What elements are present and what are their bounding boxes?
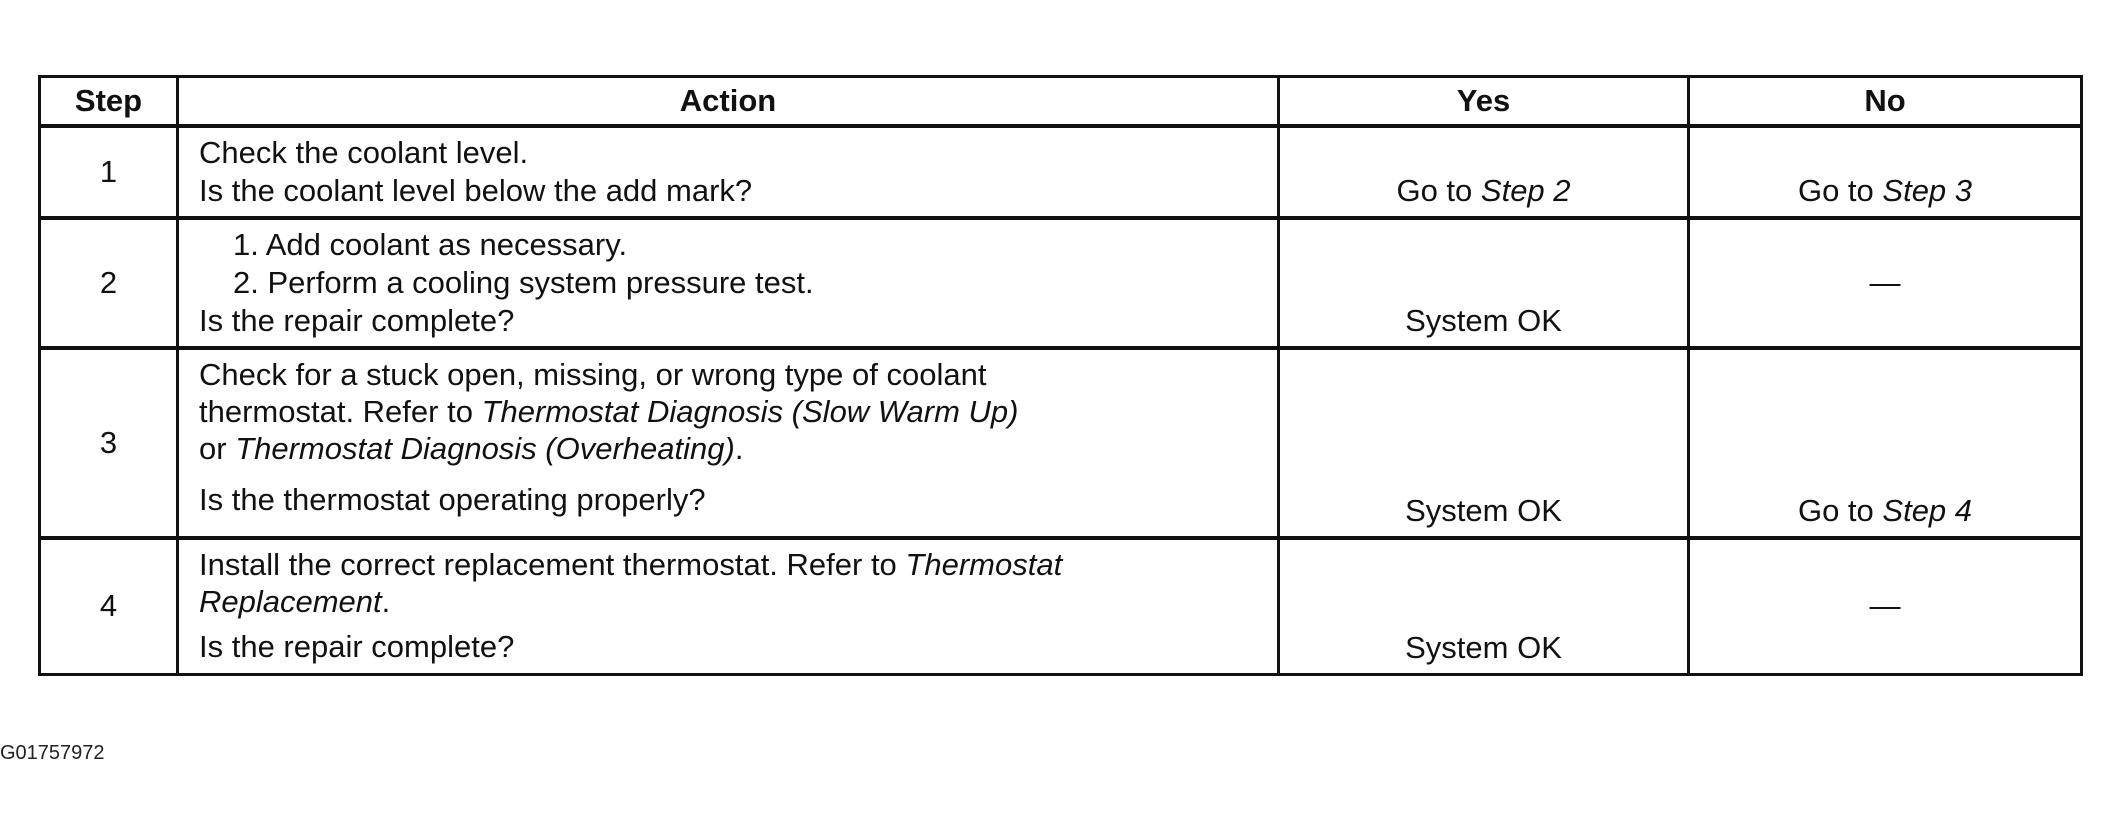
step-number: 1 (40, 126, 178, 218)
action-line-suffix: . (734, 431, 744, 466)
no-step-link: Step 4 (1882, 493, 1973, 528)
table-row-step-3 (40, 348, 2082, 538)
diagnostic-table (38, 75, 2083, 676)
header-no: No (1689, 77, 2082, 127)
no-cell (1689, 348, 2082, 538)
header-row (40, 77, 2082, 127)
action-question: Is the coolant level below the add mark? (199, 173, 753, 208)
no-step-link: Step 3 (1882, 173, 1973, 208)
action-question: Is the repair complete? (199, 629, 515, 664)
action-question: Is the repair complete? (199, 303, 515, 338)
no-cell: — (1689, 218, 2082, 348)
yes-cell: System OK (1279, 538, 1689, 674)
action-line-prefix: or (199, 431, 236, 466)
action-question: Is the thermostat operating properly? (199, 482, 706, 517)
step-number: 3 (40, 348, 178, 538)
yes-cell (1279, 126, 1689, 218)
action-line (199, 430, 1265, 467)
action-line (199, 546, 1265, 583)
reference-link: Thermostat Diagnosis (Slow Warm Up) (481, 394, 1019, 429)
no-prefix: Go to (1797, 493, 1883, 528)
table-row-step-4 (40, 538, 2082, 674)
table-row-step-2 (40, 218, 2082, 348)
reference-link: Thermostat (905, 547, 1063, 582)
action-line: Check the coolant level. (199, 135, 529, 170)
action-list-item: 1. Add coolant as necessary. (233, 227, 628, 262)
header-yes: Yes (1279, 77, 1689, 127)
action-line-suffix: . (381, 584, 391, 619)
table-row-step-1 (40, 126, 2082, 218)
yes-prefix: Go to (1396, 173, 1481, 208)
reference-link: Thermostat Diagnosis (Overheating) (235, 431, 735, 466)
yes-cell: System OK (1279, 218, 1689, 348)
yes-cell: System OK (1279, 348, 1689, 538)
yes-step-link: Step 2 (1480, 173, 1571, 208)
step-number: 4 (40, 538, 178, 674)
action-cell (178, 348, 1279, 538)
no-prefix: Go to (1797, 173, 1883, 208)
action-cell (178, 126, 1279, 218)
action-cell (178, 538, 1279, 674)
action-line (199, 583, 1265, 620)
reference-link: Replacement (199, 584, 382, 619)
step-number: 2 (40, 218, 178, 348)
action-line-prefix: thermostat. Refer to (199, 394, 482, 429)
action-line-prefix: Install the correct replacement thermostat. Refer to (199, 547, 906, 582)
header-step: Step (40, 77, 178, 127)
action-text-block (199, 546, 1265, 620)
action-list-item: 2. Perform a cooling system pressure test. (233, 265, 814, 300)
action-text-block (199, 356, 1265, 467)
action-cell (178, 218, 1279, 348)
figure-id: G01757972 (0, 742, 105, 764)
no-cell: — (1689, 538, 2082, 674)
action-line: Check for a stuck open, missing, or wrong type of coolant (199, 357, 987, 392)
header-action: Action (178, 77, 1279, 127)
no-cell (1689, 126, 2082, 218)
action-line (199, 393, 1265, 430)
